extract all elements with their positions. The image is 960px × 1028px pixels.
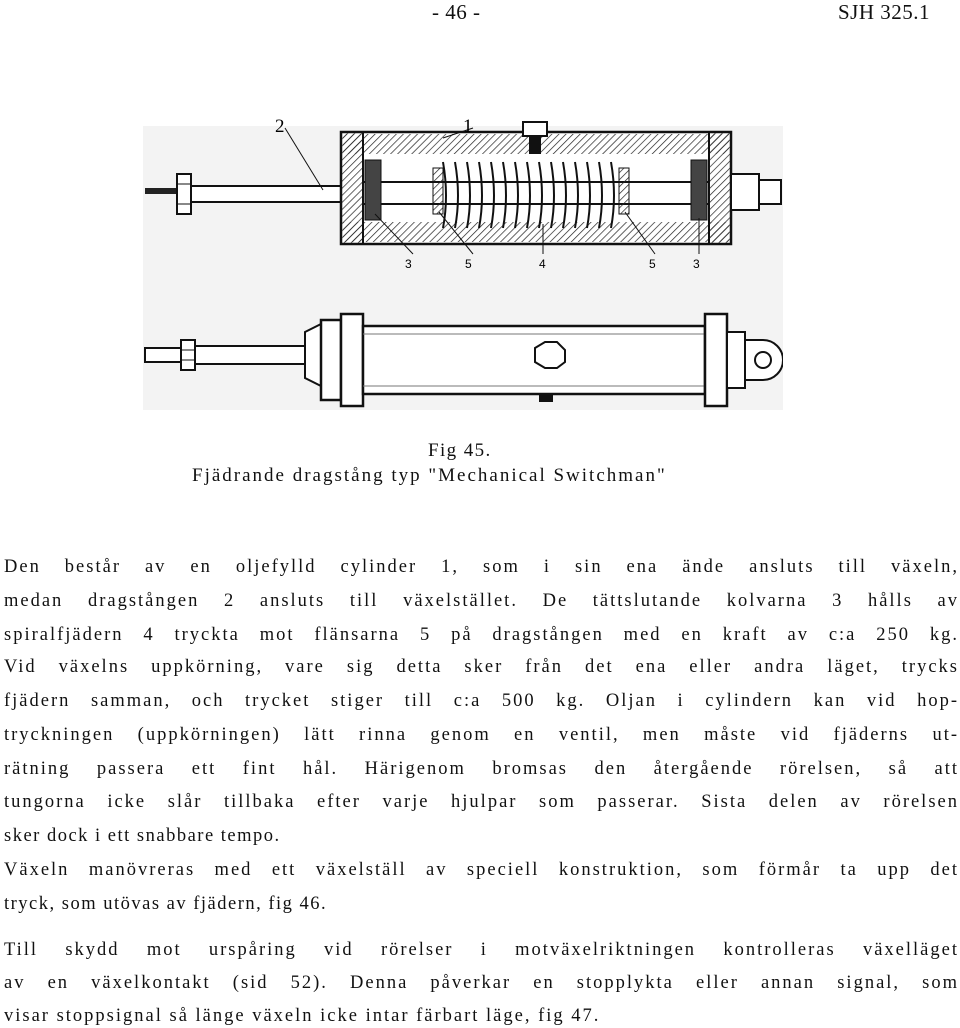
body-line: Växeln manövreras med ett växelställ av speciell konstruktion, som förmår ta upp det bbox=[4, 860, 959, 880]
body-line: Vid växelns uppkörning, vare sig detta sker från det ena eller andra läget, trycks bbox=[4, 657, 959, 677]
callout-3-right: 3 bbox=[693, 257, 700, 271]
body-line: Till skydd mot urspåring vid rörelser i motväxelriktningen kontrolleras växelläget bbox=[4, 940, 959, 960]
callout-4: 4 bbox=[539, 257, 546, 271]
document-id: SJH 325.1 bbox=[838, 0, 931, 24]
body-line: tryckningen (uppkörningen) lätt rinna genom en ventil, men måste vid fjäderns ut- bbox=[4, 725, 959, 745]
body-line: visar stoppsignal så länge växeln icke intar färbart läge, fig 47. bbox=[4, 1006, 601, 1026]
callout-5-left: 5 bbox=[465, 257, 472, 271]
body-line: fjädern samman, och trycket stiger till c:a 500 kg. Oljan i cylindern kan vid hop- bbox=[4, 691, 959, 711]
callout-1: 1 bbox=[463, 116, 473, 137]
body-line: sker dock i ett snabbare tempo. bbox=[4, 826, 281, 846]
callout-2: 2 bbox=[275, 116, 285, 137]
callout-3-left: 3 bbox=[405, 257, 412, 271]
figure-title: Fjädrande dragstång typ "Mechanical Switchman" bbox=[192, 465, 667, 486]
body-line: tryck, som utövas av fjädern, fig 46. bbox=[4, 894, 328, 914]
callout-5-right: 5 bbox=[649, 257, 656, 271]
figure-number: Fig 45. bbox=[428, 440, 492, 461]
technical-drawing bbox=[143, 104, 783, 410]
body-line: medan dragstången 2 ansluts till växelstället. De tättslutande kolvarna 3 hålls av bbox=[4, 591, 959, 611]
page-number: - 46 - bbox=[432, 0, 481, 24]
body-line: spiralfjädern 4 tryckta mot flänsarna 5 på dragstången med en kraft av c:a 250 kg. bbox=[4, 625, 959, 645]
body-line: rätning passera ett fint hål. Härigenom bromsas den återgående rörelsen, så att bbox=[4, 759, 959, 779]
body-line: Den består av en oljefylld cylinder 1, som i sin ena ände ansluts till växeln, bbox=[4, 557, 959, 577]
body-line: tungorna icke slår tillbaka efter varje hjulpar som passerar. Sista delen av rörelsen bbox=[4, 792, 959, 812]
body-line: av en växelkontakt (sid 52). Denna påverkar en stopplykta eller annan signal, som bbox=[4, 973, 959, 993]
